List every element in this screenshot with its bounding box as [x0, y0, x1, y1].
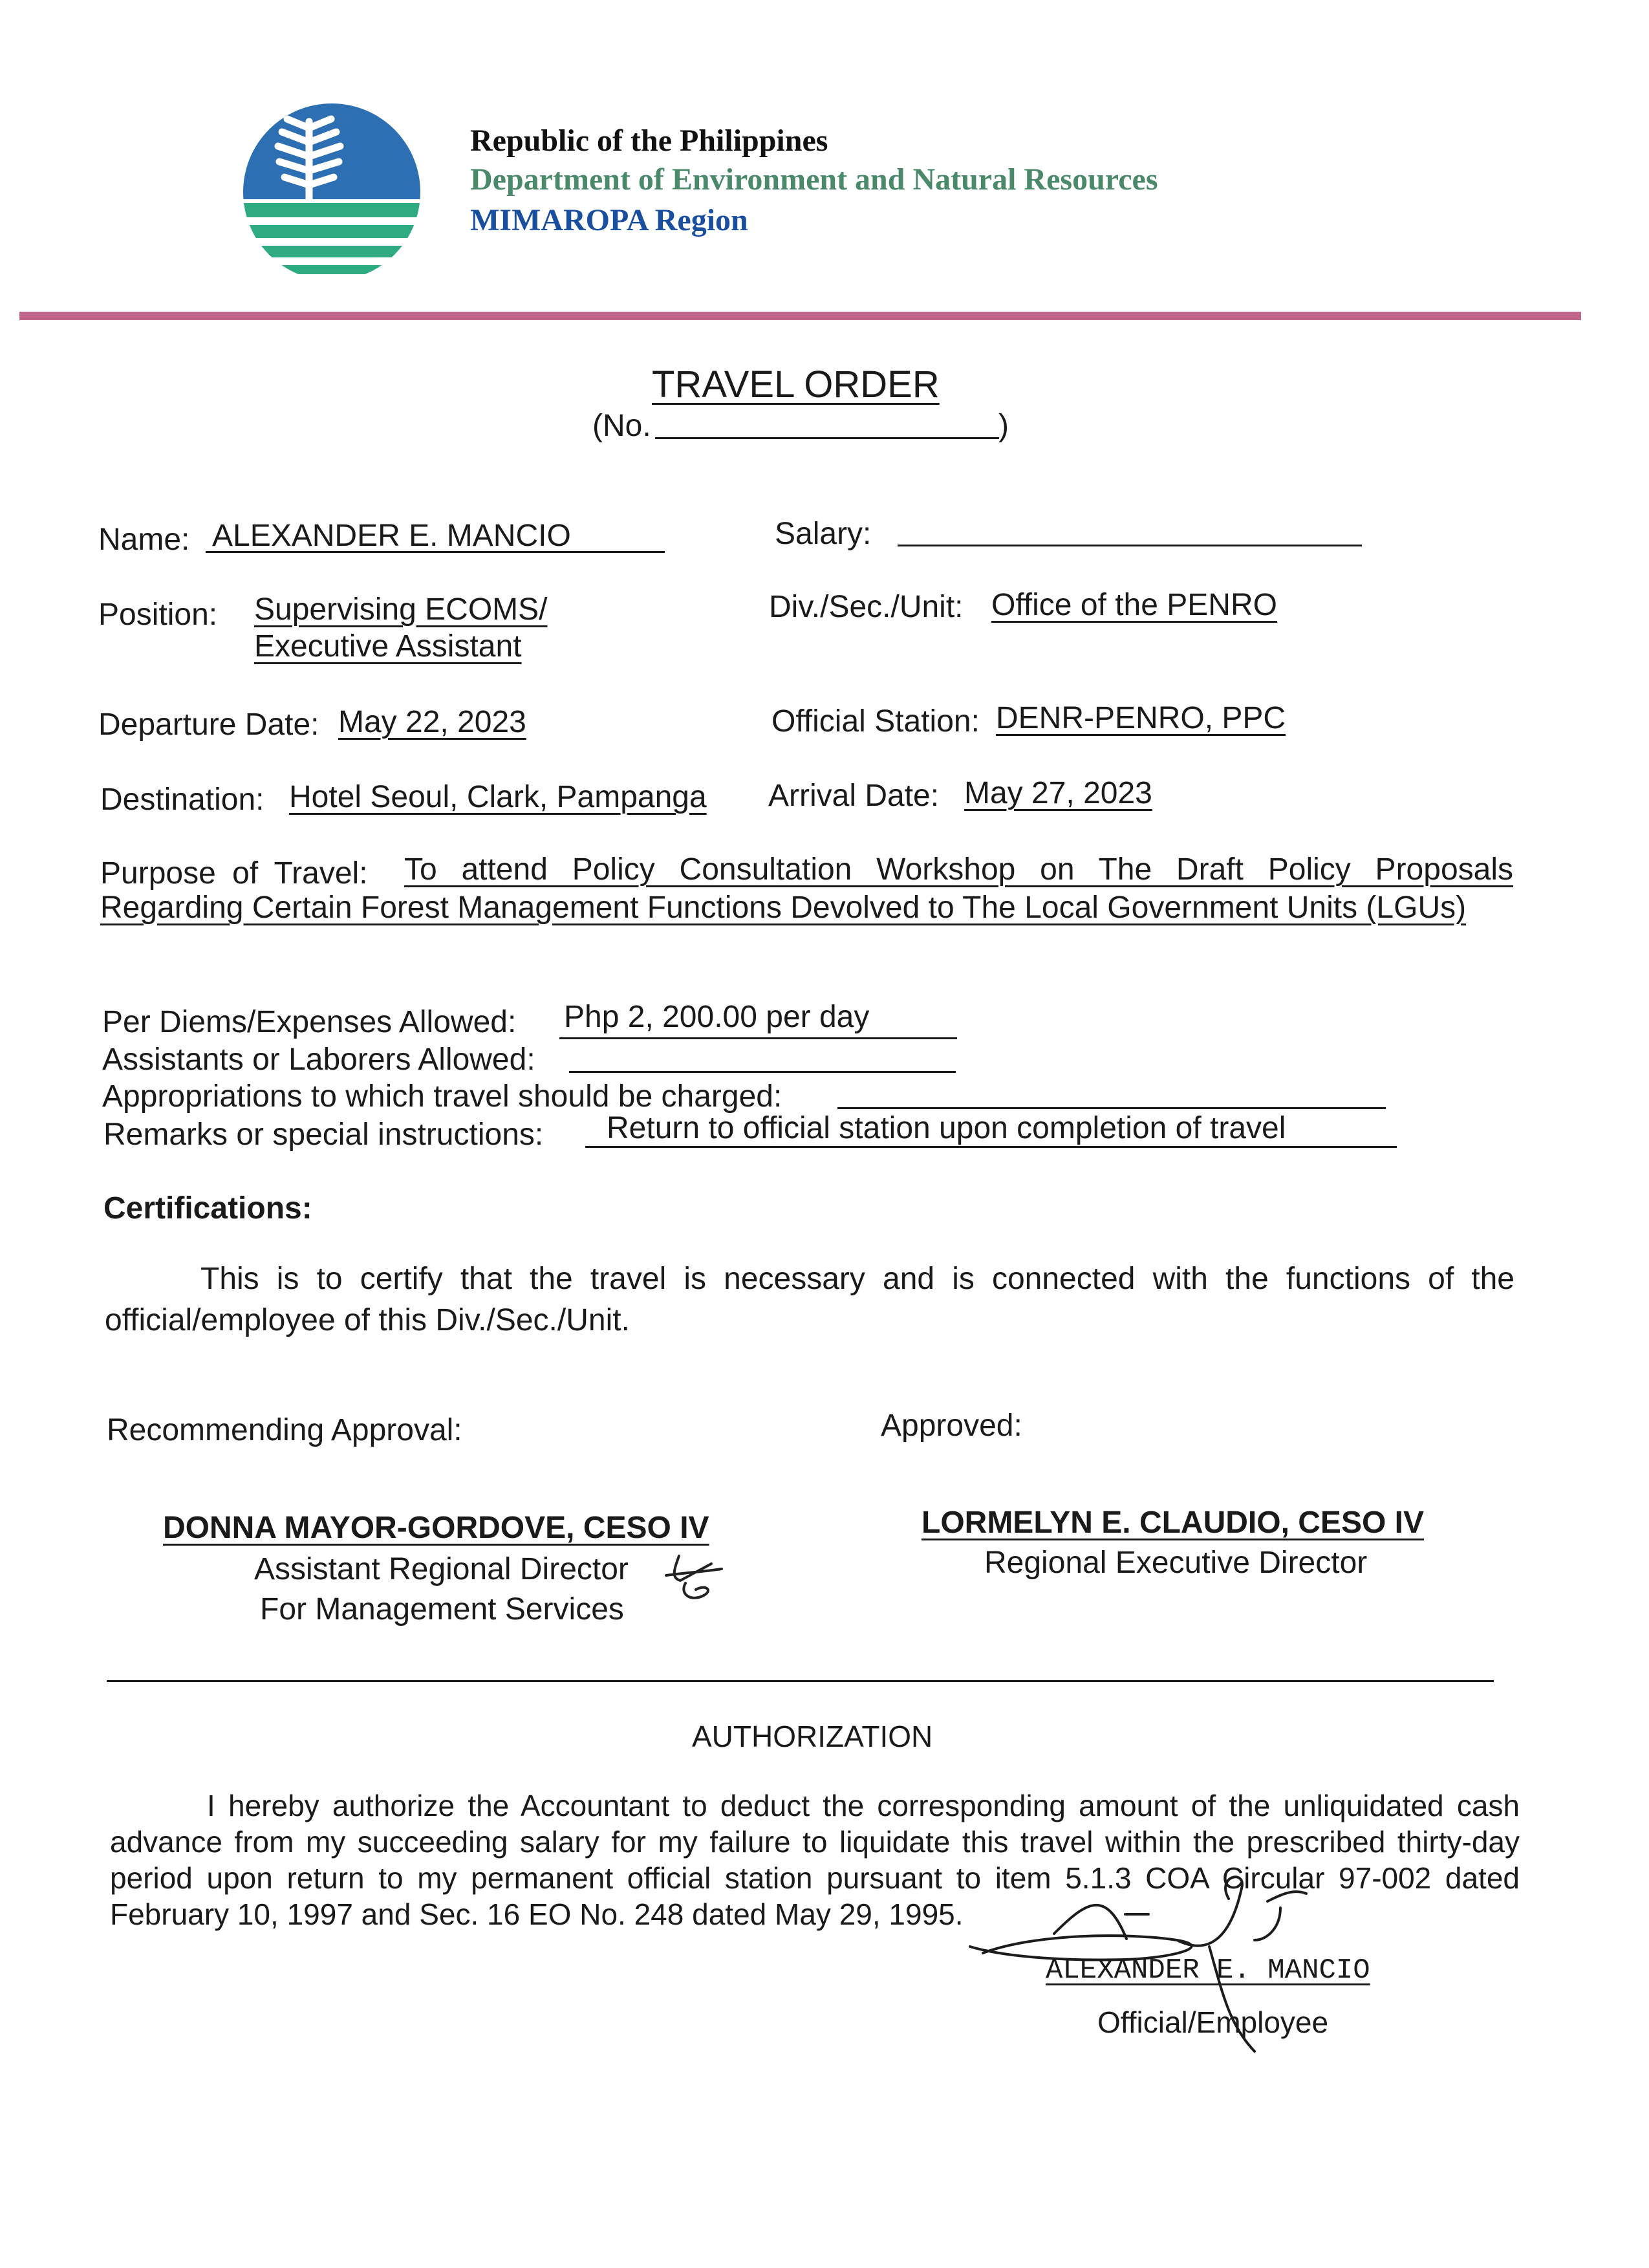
authorization-text: I hereby authorize the Accountant to deduct the corresponding amount of the unliquidated cash advance from my succeeding salary for my failure to liquidate this travel within the prescribed thirty-day period upon return to my permanent official station pursuant to item 5.1.3 COA Circular 97-002 dated February 10, 1997 and Sec. 16 EO No. 248 dated May 29, 1995. — [110, 1789, 1520, 1931]
header-department: Department of Environment and Natural Resources — [470, 162, 1158, 197]
remarks-value: Return to official station upon completion of travel — [607, 1111, 1286, 1145]
destination-label: Destination: — [100, 783, 264, 817]
purpose-value: To attend Policy Consultation Workshop on The Draft Policy Proposals Regarding Certain Forest Management Functions Devolved to The Local Government Units (LGUs) — [100, 852, 1513, 925]
order-no-line — [655, 437, 999, 439]
station-value: DENR-PENRO, PPC — [996, 701, 1286, 735]
approved-label: Approved: — [881, 1409, 1022, 1443]
recommending-label: Recommending Approval: — [107, 1413, 462, 1447]
remarks-line — [585, 1146, 1397, 1148]
approver-title: Regional Executive Director — [984, 1546, 1368, 1580]
order-no-close: ) — [998, 409, 1009, 443]
header-rule — [19, 312, 1581, 320]
certifications-text: This is to certify that the travel is necessary and is connected with the functions of the official/employee of this Div./Sec./Unit. — [105, 1262, 1514, 1337]
per-diem-line — [559, 1037, 957, 1039]
recommender-initial-signature — [660, 1544, 731, 1609]
recommender-title-line1: Assistant Regional Director — [254, 1552, 629, 1586]
assistants-label: Assistants or Laborers Allowed: — [102, 1042, 535, 1077]
salary-line — [898, 545, 1362, 546]
station-label: Official Station: — [771, 704, 980, 739]
position-value-line1: Supervising ECOMS/ — [254, 592, 548, 627]
salary-label: Salary: — [775, 517, 872, 551]
arrival-value: May 27, 2023 — [964, 776, 1152, 810]
departure-label: Departure Date: — [98, 707, 319, 742]
header-region: MIMAROPA Region — [470, 203, 748, 237]
div-label: Div./Sec./Unit: — [769, 590, 964, 624]
div-value: Office of the PENRO — [991, 588, 1277, 622]
per-diem-label: Per Diems/Expenses Allowed: — [102, 1005, 517, 1039]
page-title: TRAVEL ORDER — [652, 363, 940, 405]
denr-logo — [242, 102, 422, 282]
name-value: ALEXANDER E. MANCIO — [212, 519, 571, 553]
recommender-title-line2: For Management Services — [260, 1592, 624, 1626]
signatory-name: ALEXANDER E. MANCIO — [1046, 1954, 1370, 1987]
certifications-heading: Certifications: — [103, 1191, 312, 1226]
departure-value: May 22, 2023 — [338, 705, 526, 739]
authorization-heading: AUTHORIZATION — [692, 1720, 933, 1753]
recommender-name: DONNA MAYOR-GORDOVE, CESO IV — [163, 1511, 709, 1545]
separator-line — [107, 1680, 1494, 1682]
position-value-line2: Executive Assistant — [254, 629, 522, 664]
signatory-role: Official/Employee — [1097, 2005, 1329, 2039]
purpose-label: Purpose of Travel: — [100, 856, 368, 891]
header-republic: Republic of the Philippines — [470, 124, 828, 158]
assistants-line — [569, 1071, 956, 1073]
approver-name: LORMELYN E. CLAUDIO, CESO IV — [921, 1506, 1424, 1540]
name-line — [206, 551, 665, 553]
destination-value: Hotel Seoul, Clark, Pampanga — [289, 780, 707, 814]
appropriations-line — [837, 1107, 1386, 1109]
arrival-label: Arrival Date: — [768, 779, 940, 813]
per-diem-value: Php 2, 200.00 per day — [564, 1000, 870, 1034]
order-no-label: (No. — [592, 409, 651, 443]
remarks-label: Remarks or special instructions: — [103, 1118, 544, 1152]
name-label: Name: — [98, 523, 190, 557]
appropriations-label: Appropriations to which travel should be charged: — [102, 1079, 782, 1114]
position-label: Position: — [98, 598, 218, 632]
